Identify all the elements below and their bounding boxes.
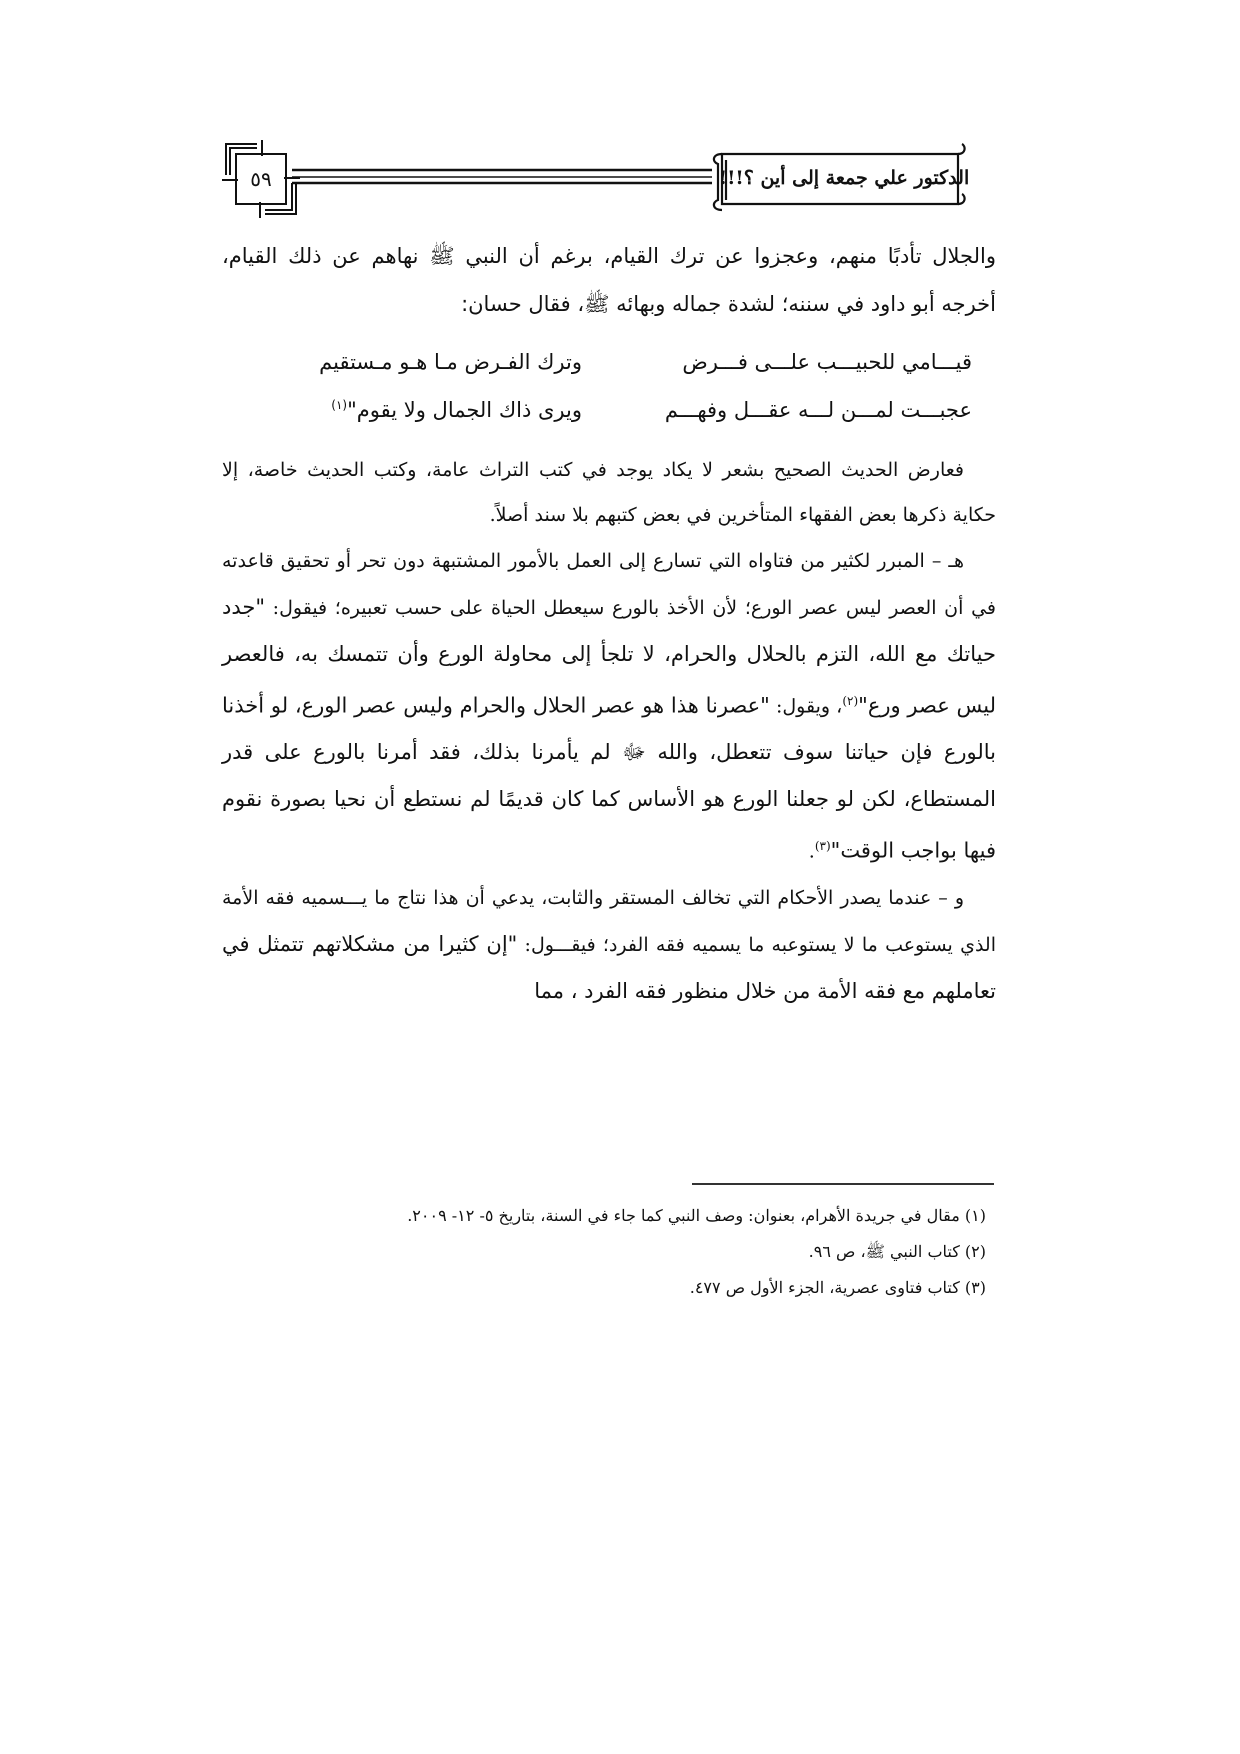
paragraph-4: [222, 875, 996, 1015]
poem: [222, 338, 996, 434]
poem-verse-1-first-hemistich: قيـــامي للحبيـــب علـــى فـــرض: [682, 350, 972, 374]
paragraph-3: [222, 538, 996, 875]
paragraph-4-intro: و – عندما يصدر الأحكام التي تخالف المستقر والثابت، يدعي أن هذا نتاج ما يـــسميه فقه الأمة الذي يستوعب ما لا يستوعبه ما يسميه فقه الفرد؛ فيقـــول:: [222, 886, 996, 956]
footnote-3: (٣) كتاب فتاوى عصرية، الجزء الأول ص ٤٧٧.: [689, 1278, 986, 1297]
footnote-separator: [692, 1183, 994, 1185]
footnote-1: (١) مقال في جريدة الأهرام، بعنوان: وصف النبي كما جاء في السنة، بتاريخ ٥- ١٢- ٢٠٠٩.: [407, 1206, 986, 1225]
page-header: [0, 0, 1240, 230]
paragraph-2: فعارض الحديث الصحيح بشعر لا يكاد يوجد في كتب التراث عامة، وكتب الحديث خاصة، إلا حكاية ذكرها بعض الفقهاء المتأخرين في بعض كتبهم بلا سند أصلاً.: [222, 459, 996, 526]
paragraph-3-intro: هـ – المبرر لكثير من فتاواه التي تسارع إلى العمل بالأمور المشتبهة دون تحر أو تحقيق قاعدته في أن العصر ليس عصر الورع؛ لأن الأخذ بالورع سيعطل الحياة على حسب تعبيره؛ فيقول:: [222, 550, 996, 619]
poem-verse-1-second-hemistich: وترك الفـرض مـا هـو مـستقيم: [319, 350, 582, 374]
page-number: ٥٩: [250, 167, 272, 191]
quote-2: "عصرنا هذا هو عصر الحلال والحرام وليس عصر الورع، لو أخذنا بالورع فإن حياتنا سوف تتعطل، والله ﷻ لم يأمرنا بذلك، فقد أمرنا بالورع على قدر المستطاع، لكن لو جعلنا الورع هو الأساس كما كان قديمًا لم نستطع أن نحيا بصورة نقوم فيها بواجب الوقت": [222, 693, 996, 863]
poem-verse-1: [222, 338, 996, 386]
footnote-2: (٢) كتاب النبي ﷺ، ص ٩٦.: [808, 1242, 986, 1261]
poem-verse-2-text: ويرى ذاك الجمال ولا يقوم": [347, 398, 582, 422]
footnote-ref-1: (١): [331, 398, 348, 412]
poem-verse-2-first-hemistich: عجبـــت لمـــن لـــه عقـــل وفهـــم: [664, 398, 972, 422]
paragraph-1: والجلال تأدبًا منهم، وعجزوا عن ترك القيام، برغم أن النبي ﷺ نهاهم عن ذلك القيام، أخرجه أبو داود في سننه؛ لشدة جماله وبهائه ﷺ، فقال حسان:: [222, 244, 996, 316]
poem-verse-2: [222, 386, 996, 434]
poem-verse-2-second-hemistich: [222, 398, 582, 422]
quote-1: "جدد حياتك مع الله، التزم بالحلال والحرام، لا تلجأ إلى محاولة الورع وأن تتمسك به، فالعصر ليس عصر ورع": [222, 595, 996, 718]
running-title: الدكتور علي جمعة إلى أين ؟!!!: [718, 167, 970, 189]
and-says-text: ، ويقول:: [769, 695, 843, 718]
page-body: [222, 232, 996, 1015]
header-frame-graphic: [0, 0, 1240, 230]
footnote-ref-3: (٣): [814, 839, 831, 854]
quote-3: "إن كثيرا من مشكلاتهم تتمثل في تعاملهم مع فقه الأمة من خلال منظور فقه الفرد ، مما: [222, 931, 996, 1003]
end-dot: .: [808, 840, 815, 863]
footnote-ref-2: (٢): [842, 694, 859, 708]
footnotes: [222, 1198, 996, 1306]
header-double-rule: [292, 170, 712, 183]
